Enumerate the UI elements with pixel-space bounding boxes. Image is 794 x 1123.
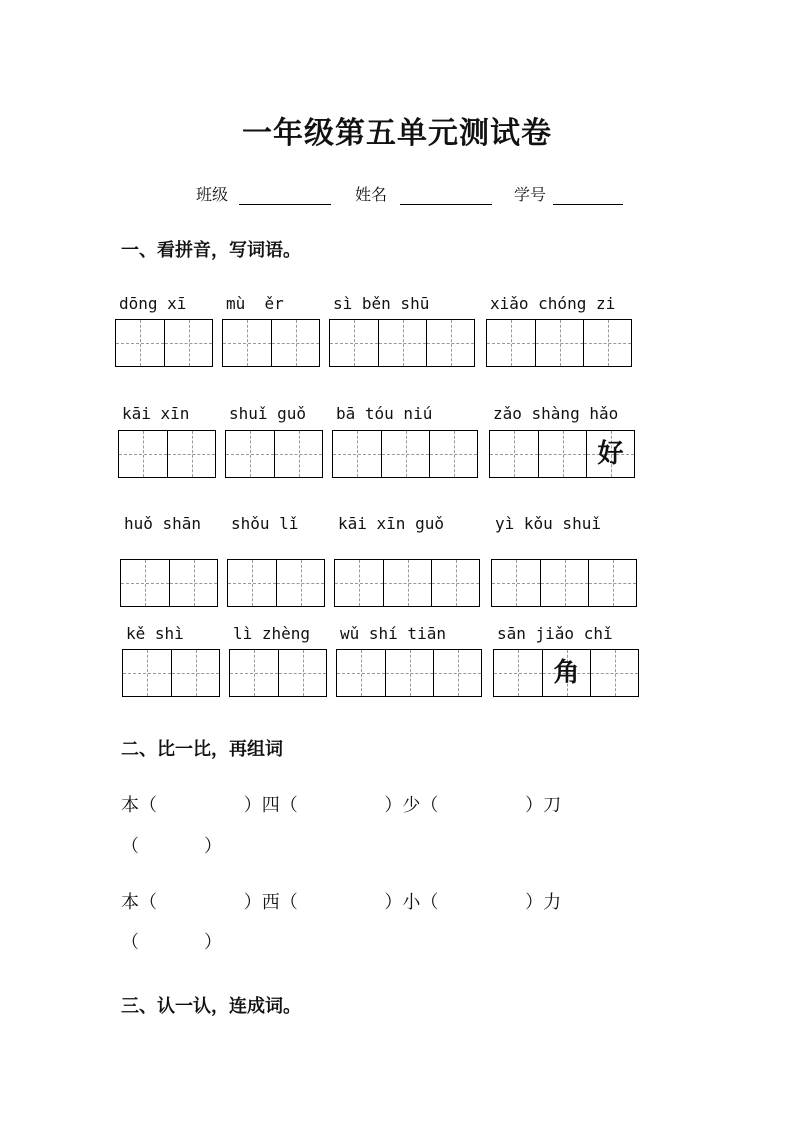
tianzige-cell[interactable] (490, 431, 538, 477)
writing-grid (229, 649, 327, 697)
pinyin-label: dōng xī (119, 294, 187, 313)
open-paren: （ (279, 795, 298, 816)
pinyin-label: kāi xīn guǒ (338, 514, 444, 533)
pinyin-label: sì běn shū (333, 294, 430, 313)
tianzige-cell[interactable] (276, 560, 324, 606)
answer-space[interactable] (298, 795, 385, 816)
compare-row-1 (121, 791, 561, 817)
pinyin-label: wǔ shí tiān (340, 624, 446, 643)
open-paren: （ (420, 892, 439, 913)
cell-character: 好 (597, 439, 624, 469)
tianzige-cell[interactable] (586, 431, 634, 477)
close-paren: ） (204, 932, 223, 953)
tianzige-cell[interactable] (330, 320, 378, 366)
open-paren: （ (121, 932, 139, 953)
tianzige-cell[interactable] (535, 320, 583, 366)
compare-char: 本 (121, 892, 139, 913)
compare-char: 刀 (543, 795, 562, 816)
answer-space[interactable] (139, 932, 204, 953)
pinyin-label: xiǎo chóng zi (490, 294, 616, 313)
writing-grid (225, 430, 323, 478)
tianzige-cell[interactable] (226, 431, 274, 477)
answer-space[interactable] (157, 795, 244, 816)
class-blank[interactable] (239, 186, 331, 205)
tianzige-cell[interactable] (588, 560, 636, 606)
tianzige-cell[interactable] (230, 650, 278, 696)
pinyin-label: bā tóu niú (336, 404, 433, 423)
open-paren: （ (121, 836, 139, 857)
open-paren: （ (139, 795, 157, 816)
writing-grid (227, 559, 325, 607)
tianzige-cell[interactable] (337, 650, 385, 696)
writing-grid (491, 559, 637, 607)
tianzige-cell[interactable] (385, 650, 433, 696)
close-paren: ） (243, 892, 262, 913)
close-paren: ） (243, 795, 262, 816)
pinyin-label: lì zhèng (233, 624, 311, 643)
section-1-heading: 一、看拼音，写词语。 (121, 240, 301, 261)
class-label: 班级 (196, 185, 229, 204)
tianzige-cell[interactable] (116, 320, 164, 366)
compare-char: 小 (402, 892, 421, 913)
close-paren: ） (384, 892, 403, 913)
tianzige-cell[interactable] (383, 560, 431, 606)
compare-row-2-cont (121, 928, 222, 954)
tianzige-cell[interactable] (333, 431, 381, 477)
tianzige-cell[interactable] (542, 650, 590, 696)
section-3-heading: 三、认一认，连成词。 (121, 996, 301, 1017)
writing-grid (122, 649, 220, 697)
tianzige-cell[interactable] (119, 431, 167, 477)
tianzige-cell[interactable] (123, 650, 171, 696)
tianzige-cell[interactable] (487, 320, 535, 366)
open-paren: （ (139, 892, 157, 913)
close-paren: ） (204, 836, 223, 857)
answer-space[interactable] (438, 795, 525, 816)
compare-char: 四 (261, 795, 280, 816)
open-paren: （ (279, 892, 298, 913)
id-field (514, 182, 623, 205)
pinyin-label: shǒu lǐ (231, 514, 299, 533)
tianzige-cell[interactable] (335, 560, 383, 606)
page-title: 一年级第五单元测试卷 (242, 116, 552, 151)
writing-grid (334, 559, 480, 607)
close-paren: ） (525, 892, 544, 913)
tianzige-cell[interactable] (278, 650, 326, 696)
compare-char: 少 (402, 795, 421, 816)
tianzige-cell[interactable] (429, 431, 477, 477)
answer-space[interactable] (157, 892, 244, 913)
compare-char: 本 (121, 795, 139, 816)
tianzige-cell[interactable] (540, 560, 588, 606)
tianzige-cell[interactable] (590, 650, 638, 696)
close-paren: ） (384, 795, 403, 816)
writing-grid (332, 430, 478, 478)
writing-grid (329, 319, 475, 367)
tianzige-cell[interactable] (171, 650, 219, 696)
answer-space[interactable] (139, 836, 204, 857)
compare-row-2 (121, 888, 561, 914)
tianzige-cell[interactable] (433, 650, 481, 696)
compare-char: 力 (543, 892, 562, 913)
tianzige-cell[interactable] (426, 320, 474, 366)
pinyin-label: kāi xīn (122, 404, 190, 423)
tianzige-cell[interactable] (271, 320, 319, 366)
name-label: 姓名 (355, 185, 388, 204)
tianzige-cell[interactable] (228, 560, 276, 606)
compare-row-1-cont (121, 832, 222, 858)
pinyin-label: zǎo shàng hǎo (493, 404, 619, 423)
name-blank[interactable] (400, 186, 492, 205)
id-blank[interactable] (553, 186, 623, 205)
tianzige-cell[interactable] (274, 431, 322, 477)
answer-space[interactable] (438, 892, 525, 913)
writing-grid (115, 319, 213, 367)
class-field (196, 182, 331, 205)
pinyin-label: yì kǒu shuǐ (495, 514, 601, 533)
id-label: 学号 (514, 185, 547, 204)
tianzige-cell[interactable] (538, 431, 586, 477)
writing-grid (120, 559, 218, 607)
compare-char: 西 (261, 892, 280, 913)
section-2-heading: 二、比一比，再组词 (121, 739, 283, 760)
writing-grid (336, 649, 482, 697)
answer-space[interactable] (298, 892, 385, 913)
tianzige-cell[interactable] (169, 560, 217, 606)
tianzige-cell[interactable] (492, 560, 540, 606)
tianzige-cell[interactable] (583, 320, 631, 366)
writing-grid (489, 430, 635, 478)
writing-grid (486, 319, 632, 367)
tianzige-cell[interactable] (121, 560, 169, 606)
pinyin-label: mù ěr (226, 294, 284, 313)
writing-grid (118, 430, 216, 478)
pinyin-label: sān jiǎo chǐ (497, 624, 613, 643)
close-paren: ） (525, 795, 544, 816)
name-field (355, 182, 492, 205)
cell-character: 角 (553, 658, 580, 688)
tianzige-cell[interactable] (381, 431, 429, 477)
pinyin-label: shuǐ guǒ (229, 404, 307, 423)
tianzige-cell[interactable] (167, 431, 215, 477)
tianzige-cell[interactable] (494, 650, 542, 696)
writing-grid (222, 319, 320, 367)
tianzige-cell[interactable] (164, 320, 212, 366)
tianzige-cell[interactable] (223, 320, 271, 366)
writing-grid (493, 649, 639, 697)
tianzige-cell[interactable] (431, 560, 479, 606)
pinyin-label: huǒ shān (124, 514, 202, 533)
pinyin-label: kě shì (126, 624, 184, 643)
tianzige-cell[interactable] (378, 320, 426, 366)
open-paren: （ (420, 795, 439, 816)
